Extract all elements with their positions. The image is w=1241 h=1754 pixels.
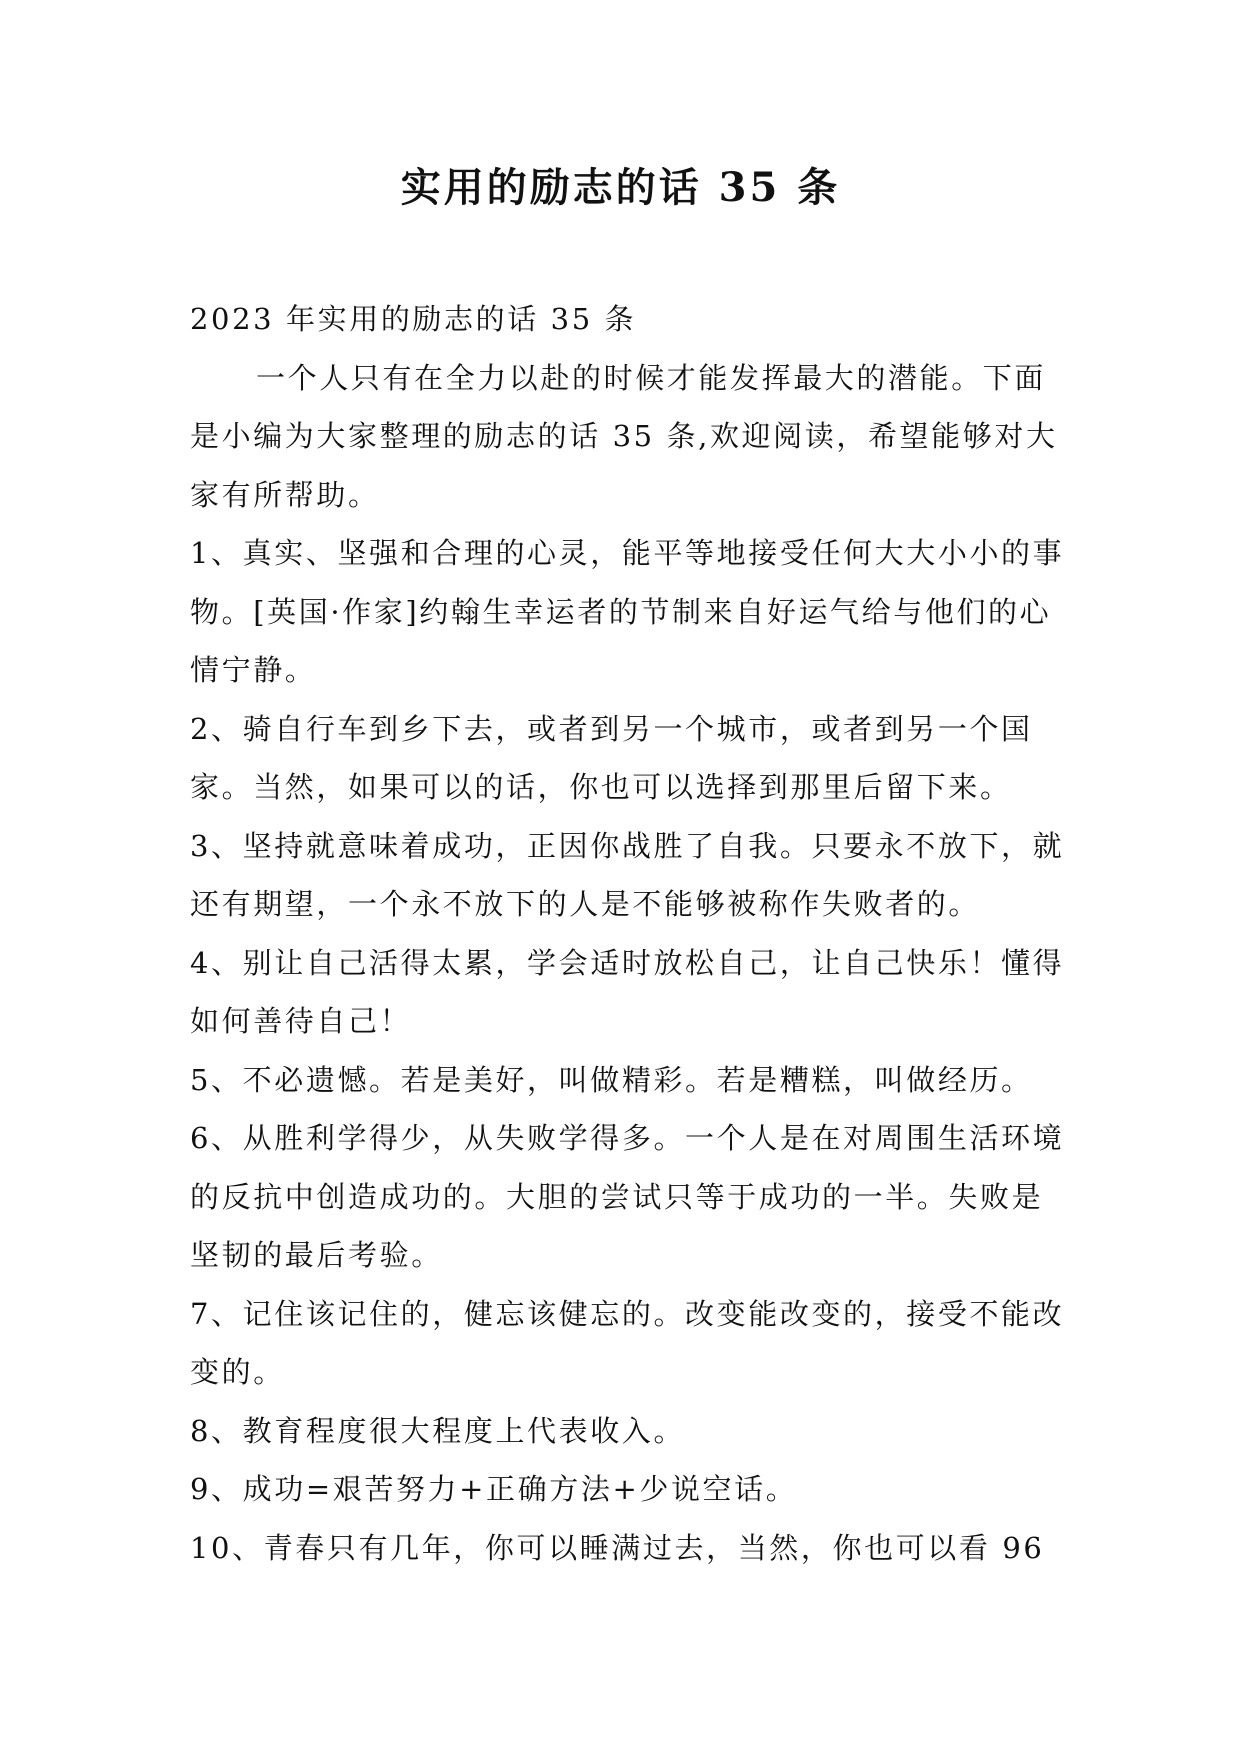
quote-item-6: 6、从胜利学得少，从失败学得多。一个人是在对周围生活环境的反抗中创造成功的。大胆的尝试只等于成功的一半。失败是坚韧的最后考验。 [190, 1121, 1065, 1272]
quote-item-1: 1、真实、坚强和合理的心灵，能平等地接受任何大大小小的事物。[英国·作家]约翰生幸运者的节制来自好运气给与他们的心情宁静。 [190, 536, 1065, 687]
quote-item-9: 9、成功=艰苦努力+正确方法+少说空话。 [190, 1472, 798, 1506]
quote-item-3: 3、坚持就意味着成功，正因你战胜了自我。只要永不放下，就还有期望，一个永不放下的人是不能够被称作失败者的。 [190, 828, 1065, 921]
document-body [190, 290, 1070, 1577]
document-subtitle: 2023 年实用的励志的话 35 条 [190, 302, 637, 336]
quote-item-2: 2、骑自行车到乡下去，或者到另一个城市，或者到另一个国家。当然，如果可以的话，你也可以选择到那里后留下来。 [190, 711, 1033, 804]
quote-item-10: 10、青春只有几年，你可以睡满过去，当然，你也可以看 96 [190, 1530, 1045, 1565]
quote-item-8: 8、教育程度很大程度上代表收入。 [190, 1413, 686, 1448]
quote-item-7: 7、记住该记住的，健忘该健忘的。改变能改变的，接受不能改变的。 [190, 1296, 1065, 1389]
intro-paragraph: 一个人只有在全力以赴的时候才能发挥最大的潜能。下面是小编为大家整理的励志的话 35 条,欢迎阅读，希望能够对大家有所帮助。 [190, 360, 1058, 512]
quote-item-4: 4、别让自己活得太累，学会适时放松自己，让自己快乐！懂得如何善待自己！ [190, 945, 1065, 1038]
quote-item-5: 5、不必遗憾。若是美好，叫做精彩。若是糟糕，叫做经历。 [190, 1062, 1033, 1097]
document-title: 实用的励志的话 35 条 [400, 164, 841, 211]
